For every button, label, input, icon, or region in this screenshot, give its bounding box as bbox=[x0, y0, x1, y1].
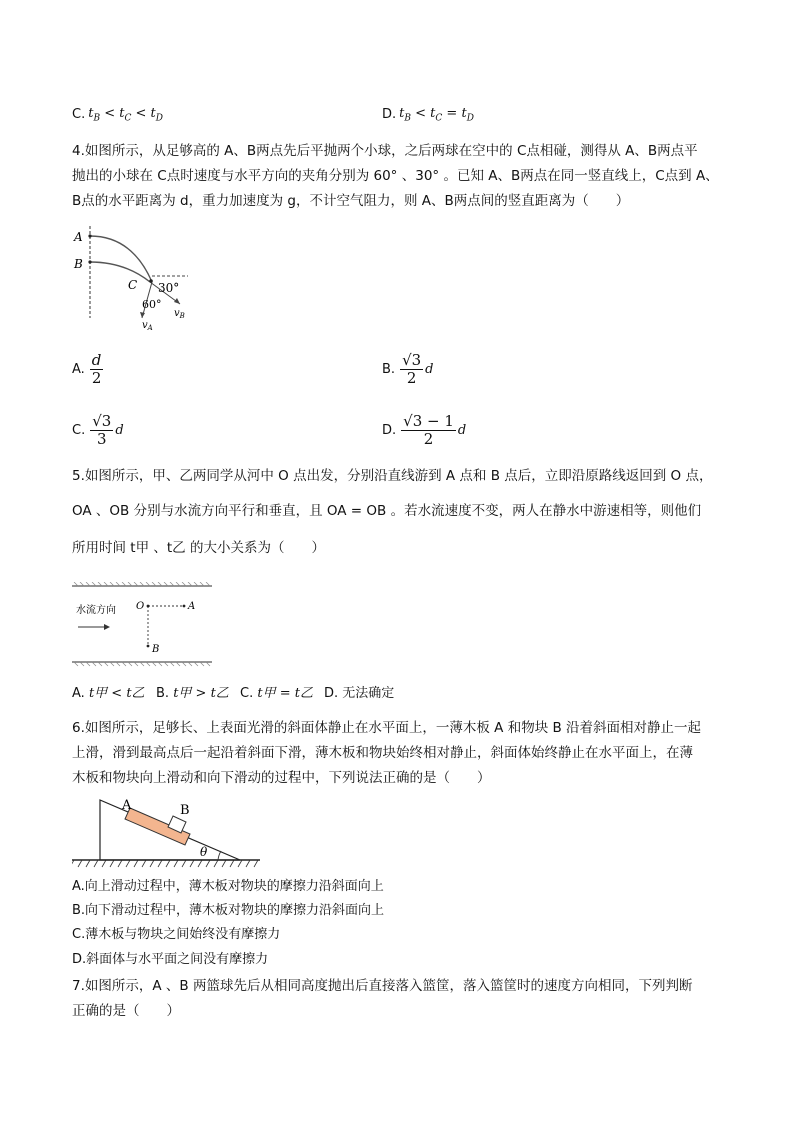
q5-option-b bbox=[156, 683, 229, 705]
q4-option-b-num: √3 bbox=[402, 351, 422, 369]
q3-option-d-label: D. bbox=[382, 107, 397, 123]
q6-option-b: B.向下滑动过程中，薄木板对物块的摩擦力沿斜面向上 bbox=[72, 903, 385, 918]
q5-flow-label: 水流方向 bbox=[76, 605, 116, 616]
q5-stem-line2: OA 、OB 分别与水流方向平行和垂直，且 OA = OB 。若水流速度不变，两人在静水中游速相等，则他们 bbox=[72, 503, 702, 519]
q5-option-d-label: D. bbox=[324, 686, 339, 701]
q5-option-b-label: B. bbox=[156, 686, 170, 701]
q3-option-c-label: C. bbox=[72, 107, 86, 123]
q5-option-a-label: A. bbox=[72, 686, 85, 701]
q4-option-b bbox=[382, 352, 434, 387]
q4-option-d-den: 2 bbox=[423, 430, 434, 448]
q5-label-a: A bbox=[188, 601, 196, 612]
q4-option-d bbox=[382, 413, 466, 448]
q6-stem-line3: 木板和物块向上滑动和向下滑动的过程中，下列说法正确的是（ ） bbox=[72, 770, 491, 786]
q5-river-figure bbox=[72, 582, 212, 668]
q4-option-c-den: 3 bbox=[97, 430, 107, 448]
q4-option-c-num: √3 bbox=[92, 412, 112, 430]
q7-stem-line2: 正确的是（ ） bbox=[72, 1003, 180, 1019]
q6-option-d: D.斜面体与水平面之间没有摩擦力 bbox=[72, 952, 269, 967]
q4-va-label: $v_A$ bbox=[142, 320, 153, 332]
q4-label-c: C bbox=[128, 278, 138, 292]
q6-option-c: C.薄木板与物块之间始终没有摩擦力 bbox=[72, 927, 281, 942]
q5-flow-arrow-icon bbox=[104, 624, 110, 630]
q4-stem-line3: B点的水平距离为 d，重力加速度为 g，不计空气阻力，则 A、B两点间的竖直距离为（ ） bbox=[72, 193, 630, 209]
q4-label-a: A bbox=[74, 230, 83, 244]
q5-option-a-text: t甲 < t乙 bbox=[88, 686, 145, 701]
q4-angle-60: 60° bbox=[142, 298, 162, 311]
q6-stem-line2: 上滑，滑到最高点后一起沿着斜面下滑，薄木板和物块始终相对静止，斜面体始终静止在水平面上，在薄 bbox=[72, 745, 693, 761]
q5-option-c-text: t甲 = t乙 bbox=[257, 686, 313, 701]
q5-option-b-text: t甲 > t乙 bbox=[173, 686, 229, 701]
q4-angle-30: 30° bbox=[158, 281, 180, 295]
q5-option-c bbox=[240, 683, 313, 705]
q4-option-c-tail: d bbox=[115, 423, 124, 438]
q5-label-o: O bbox=[136, 601, 145, 612]
q3-option-d bbox=[382, 106, 474, 124]
q4-option-d-label: D. bbox=[382, 423, 397, 438]
q3-option-c-text: $t_B < t_C < t_D$ bbox=[88, 106, 163, 124]
q5-option-d-text: 无法确定 bbox=[342, 686, 395, 701]
q4-option-b-den: 2 bbox=[406, 369, 417, 387]
q4-stem-line2: 抛出的小球在 C点时速度与水平方向的夹角分别为 60° 、30° 。已知 A、B两点在同一竖直线上，C点到 A、 bbox=[72, 168, 719, 184]
q5-option-d bbox=[324, 683, 394, 705]
q6-label-b: B bbox=[180, 803, 190, 818]
q4-option-c-label: C. bbox=[72, 423, 86, 438]
q3-option-c bbox=[72, 106, 163, 124]
q5-label-b: B bbox=[152, 644, 160, 655]
q4-option-b-tail: d bbox=[425, 362, 434, 377]
q5-option-a bbox=[72, 683, 145, 705]
q4-stem-line1: 4.如图所示，从足够高的 A、B两点先后平抛两个小球，之后两球在空中的 C点相碰，测得从 A、B两点平 bbox=[72, 143, 698, 159]
q4-option-d-tail: d bbox=[457, 423, 467, 438]
q4-option-c bbox=[72, 413, 124, 448]
q7-stem-line1: 7.如图所示，A 、B 两篮球先后从相同高度抛出后直接落入篮筐，落入篮筐时的速度方向相同，下列判断 bbox=[72, 978, 693, 994]
q4-option-a-den: 2 bbox=[91, 369, 102, 387]
q4-option-b-label: B. bbox=[382, 362, 396, 377]
q5-stem-line1: 5.如图所示，甲、乙两同学从河中 O 点出发，分别沿直线游到 A 点和 B 点后，立即沿原路线返回到 O 点， bbox=[72, 468, 713, 484]
q4-option-d-num: √3 − 1 bbox=[403, 412, 454, 430]
q5-option-c-label: C. bbox=[240, 686, 254, 701]
q4-option-a-label: A. bbox=[72, 362, 85, 377]
q6-label-theta: θ bbox=[200, 845, 208, 859]
q4-label-b: B bbox=[74, 257, 83, 271]
q6-label-a: A bbox=[122, 798, 132, 813]
q5-stem-line3: 所用时间 t甲 、t乙 的大小关系为（ ） bbox=[72, 540, 325, 556]
q4-option-a bbox=[72, 352, 105, 387]
q4-projectile-figure bbox=[70, 222, 200, 332]
q6-option-a: A.向上滑动过程中，薄木板对物块的摩擦力沿斜面向上 bbox=[72, 879, 384, 894]
q4-option-a-num: d bbox=[91, 351, 102, 369]
q3-option-d-text: $t_B < t_C = t_D$ bbox=[399, 106, 474, 124]
q4-vb-label: $v_B$ bbox=[174, 308, 185, 320]
q6-stem-line1: 6.如图所示，足够长、上表面光滑的斜面体静止在水平面上，一薄木板 A 和物块 B 沿着斜面相对静止一起 bbox=[72, 720, 702, 736]
q6-incline-figure bbox=[72, 790, 262, 870]
